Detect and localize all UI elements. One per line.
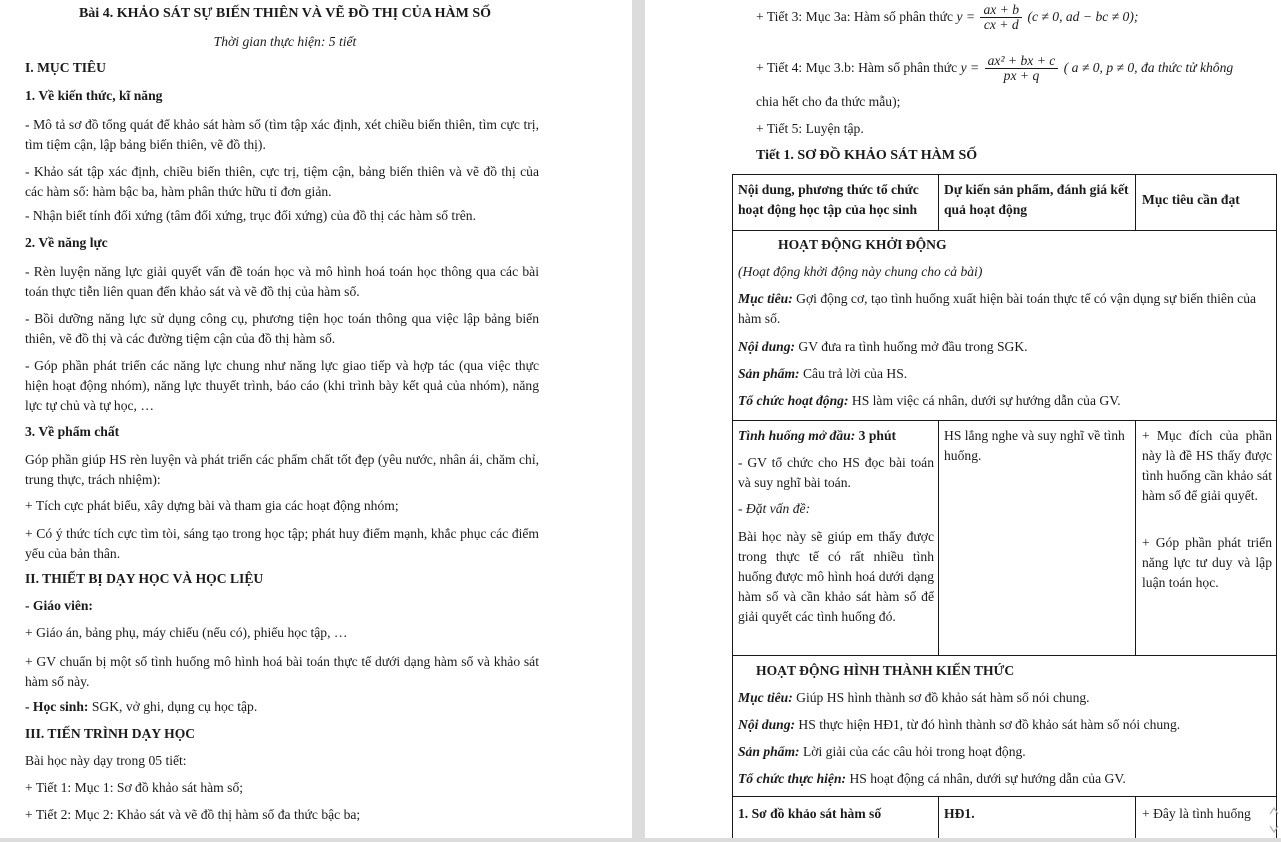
document-page-left xyxy=(0,0,632,838)
document-page-right xyxy=(645,0,1281,838)
warmup-objective xyxy=(738,289,1270,329)
knowledge-organization xyxy=(738,771,1126,787)
table-header-objective: Mục tiêu cần đạt xyxy=(1142,192,1240,207)
paragraph: + Giáo án, bảng phụ, máy chiếu (nếu có), phiếu học tập, … xyxy=(25,625,348,640)
opening-step-2: - Đặt vấn đề: xyxy=(738,501,811,516)
knowledge-product xyxy=(738,744,1026,760)
opening-situation-heading xyxy=(738,428,896,444)
label: Tình huống mở đầu: xyxy=(738,428,856,443)
label: Sản phẩm: xyxy=(738,366,800,381)
paragraph: + Tích cực phát biểu, xây dựng bài và tham gia các hoạt động nhóm; xyxy=(25,498,399,513)
paragraph: Góp phần giúp HS rèn luyện và phát triển các phẩm chất tốt đẹp (yêu nước, nhân ái, chăm chỉ, trung thực, trách nhiệm): xyxy=(25,452,539,487)
warmup-note: (Hoạt động khởi động này chung cho cả bài) xyxy=(738,264,983,279)
text: Giúp HS hình thành sơ đồ khảo sát hàm số nói chung. xyxy=(792,690,1090,705)
label: Nội dung: xyxy=(738,717,796,732)
duration: 3 phút xyxy=(855,428,897,443)
lesson-heading: Bài 4. KHẢO SÁT SỰ BIẾN THIÊN VÀ VẼ ĐỒ THỊ CỦA HÀM SỐ xyxy=(78,6,492,21)
scroll-arrows-icon[interactable] xyxy=(1267,778,1281,838)
text: HS thực hiện HĐ1, từ đó hình thành sơ đồ khảo sát hàm số nói chung. xyxy=(795,717,1181,732)
table-header-product: Dự kiến sản phẩm, đánh giá kết quả hoạt động xyxy=(944,182,1129,217)
label: Tổ chức hoạt động: xyxy=(738,393,849,408)
paragraph: - Khảo sát tập xác định, chiều biến thiên, cực trị, tiệm cận, bảng biến thiên và vẽ đồ thị của các hàm số: hàm bậc ba, hàm phân thức hữu tỉ đơn giản. xyxy=(25,164,539,199)
warmup-content xyxy=(738,339,1028,355)
knowledge-objective xyxy=(738,690,1090,706)
label: Nội dung: xyxy=(738,339,796,354)
period-4-text: + Tiết 4: Mục 3.b: Hàm số phân thức xyxy=(756,60,958,75)
text: Câu trả lời của HS. xyxy=(799,366,908,381)
fraction-denominator: px + q xyxy=(1003,68,1040,84)
knowledge-content xyxy=(738,717,1180,733)
lesson-title: Tiết 1. SƠ ĐỒ KHẢO SÁT HÀM SỐ xyxy=(756,148,978,163)
teacher-label: - Giáo viên: xyxy=(25,598,93,613)
paragraph: - Nhận biết tính đối xứng (tâm đối xứng, trục đối xứng) của đồ thị các hàm số trên. xyxy=(25,208,476,223)
text: Gợi động cơ, tạo tình huống xuất hiện bài toán thực tế có vận dụng sự biến thiên của hàm số. xyxy=(738,291,1257,326)
subsection-heading-qualities: 3. Về phẩm chất xyxy=(25,424,120,439)
fraction-numerator: ax + b xyxy=(980,3,1022,18)
student-line xyxy=(25,699,257,715)
opening-objective-1: + Mục đích của phần này là đề HS thấy được tình huống cần khảo sát hàm số để giải quyết. xyxy=(1142,428,1272,503)
scheme-heading: 1. Sơ đồ khảo sát hàm số xyxy=(738,806,882,821)
period-5-line: + Tiết 5: Luyện tập. xyxy=(756,121,864,136)
paragraph: + Có ý thức tích cực tìm tòi, sáng tạo trong học tập; phát huy điểm mạnh, khắc phục các điểm yếu của bản thân. xyxy=(25,526,539,561)
opening-objective-2: + Góp phần phát triển năng lực tư duy và lập luận toán học. xyxy=(1142,535,1272,590)
paragraph: + Tiết 2: Mục 2: Khảo sát và vẽ đồ thị hàm số đa thức bậc ba; xyxy=(25,807,361,822)
subsection-heading-knowledge: 1. Về kiến thức, kĩ năng xyxy=(25,88,163,103)
section-heading-process: III. TIẾN TRÌNH DẠY HỌC xyxy=(25,726,196,741)
knowledge-title: HOẠT ĐỘNG HÌNH THÀNH KIẾN THỨC xyxy=(756,663,1015,678)
paragraph: - Mô tả sơ đồ tổng quát để khảo sát hàm số (tìm tập xác định, xét chiều biến thiên, tìm cực trị, tìm tiệm cận, lập bảng biến thiên, vẽ đồ thị). xyxy=(25,117,539,152)
opening-step-3: Bài học này sẽ giúp em thấy được trong thực tế có rất nhiều tình huống được mô hình hoá dưới dạng hàm số và cần khảo sát hàm số để giải quyết các tình huống đó. xyxy=(738,529,934,624)
paragraph: + GV chuẩn bị một số tình huống mô hình hoá bài toán thực tế dưới dạng hàm số và khảo sát hàm số này. xyxy=(25,654,539,689)
formula-y: y = xyxy=(960,60,980,75)
lesson-duration: Thời gian thực hiện: 5 tiết xyxy=(213,34,357,49)
fraction-numerator: ax² + bx + c xyxy=(985,54,1059,69)
formula-condition: ( a ≠ 0, p ≠ 0, đa thức tử không xyxy=(1063,60,1234,75)
warmup-product xyxy=(738,366,907,382)
subsection-heading-competence: 2. Về năng lực xyxy=(25,235,108,250)
student-label: - Học sinh: xyxy=(25,699,89,714)
paragraph: + Tiết 1: Mục 1: Sơ đồ khảo sát hàm số; xyxy=(25,780,244,795)
section-heading-equipment: II. THIẾT BỊ DẠY HỌC VÀ HỌC LIỆU xyxy=(25,571,264,586)
scheme-objective: + Đây là tình huống xyxy=(1142,806,1251,821)
text: Lời giải của các câu hỏi trong hoạt động. xyxy=(799,744,1026,759)
warmup-title: HOẠT ĐỘNG KHỞI ĐỘNG xyxy=(778,237,947,252)
period-4-line xyxy=(756,53,1270,83)
text: HS làm việc cá nhân, dưới sự hướng dẫn của GV. xyxy=(848,393,1121,408)
opening-product: HS lắng nghe và suy nghĩ về tình huống. xyxy=(944,428,1125,463)
paragraph: Bài học này dạy trong 05 tiết: xyxy=(25,753,187,768)
text: GV đưa ra tình huống mở đầu trong SGK. xyxy=(795,339,1028,354)
label: Sản phẩm: xyxy=(738,744,800,759)
label: Mục tiêu: xyxy=(738,690,793,705)
warmup-organization xyxy=(738,393,1121,409)
label: Mục tiêu: xyxy=(738,291,793,306)
text: HS hoạt động cá nhân, dưới sự hướng dẫn của GV. xyxy=(846,771,1126,786)
formula-y: y = xyxy=(956,9,976,24)
formula-fraction xyxy=(985,54,1059,83)
paragraph: - Góp phần phát triển các năng lực chung như năng lực giao tiếp và hợp tác (qua việc thực hiện hoạt động nhóm), năng lực thuyết trình, báo cáo (khi trình bày kết quả của nhóm), năng lực tự chủ và tự học, … xyxy=(25,358,539,413)
period-3-text: + Tiết 3: Mục 3a: Hàm số phân thức xyxy=(756,9,954,24)
paragraph: - Rèn luyện năng lực giải quyết vấn đề toán học và mô hình hoá toán học thông qua các bài toán thực tiễn liên quan đến khảo sát và vẽ đồ thị của hàm số. xyxy=(25,264,539,299)
student-text: SGK, vở ghi, dụng cụ học tập. xyxy=(88,699,258,714)
period-3-line xyxy=(756,2,1138,32)
fraction-denominator: cx + d xyxy=(983,17,1019,33)
formula-fraction xyxy=(980,3,1022,32)
formula-condition: (c ≠ 0, ad − bc ≠ 0); xyxy=(1027,9,1139,24)
label: Tổ chức thực hiện: xyxy=(738,771,847,786)
paragraph: - Bồi dưỡng năng lực sử dụng công cụ, phương tiện học toán thông qua việc lập bảng biến thiên, vẽ đồ thị và các đường tiệm cận của đồ thị hàm số. xyxy=(25,311,539,346)
period-4-continued: chia hết cho đa thức mẫu); xyxy=(756,94,901,109)
opening-step-1: - GV tổ chức cho HS đọc bài toán và suy nghĩ bài toán. xyxy=(738,455,934,490)
table-header-content: Nội dung, phương thức tổ chức hoạt động học tập của học sinh xyxy=(738,182,919,217)
section-heading-objectives: I. MỤC TIÊU xyxy=(25,60,106,75)
activity-hd1: HĐ1. xyxy=(944,806,975,821)
